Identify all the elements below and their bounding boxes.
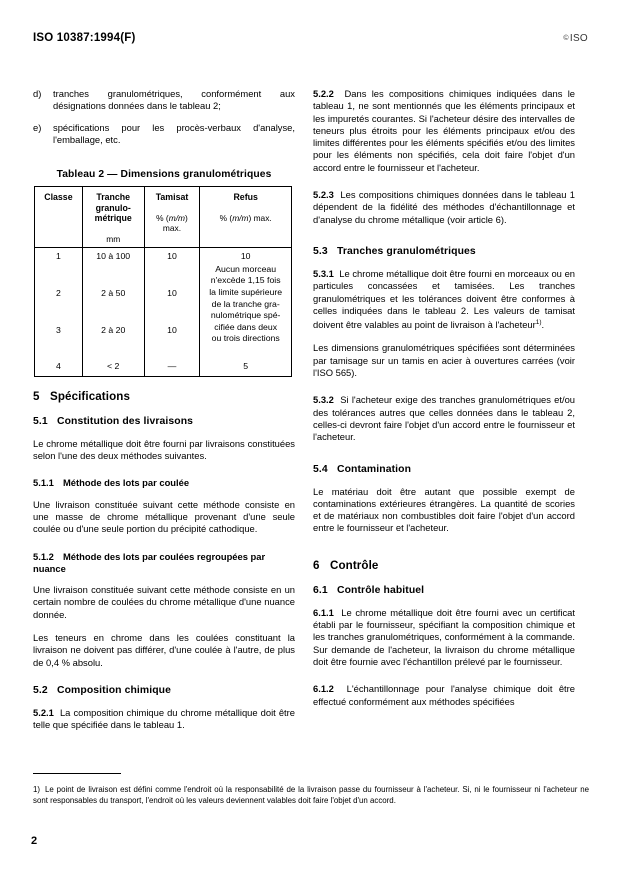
cell-classe: 3: [35, 322, 83, 359]
paragraph-text: Le chrome métallique doit être fourni en morceaux ou en particules concassées et tamisées. Les tranches granulométriques et les tolérances doivent être conformes à celles indiquées dans le tableau 2. Les valeurs de tamisat doivent être valables au point de livraison à l'acheteur: [313, 267, 575, 331]
clause-title: Constitution des livraisons: [57, 415, 194, 427]
paragraph-5-1-1: Une livraison constituée suivant cette méthode consiste en une masse de chrome métallique provenant d'une seule coulée ou d'une seule portion du précipité cathodique.: [33, 498, 295, 535]
clause-title: Composition chimique: [57, 684, 171, 696]
footnote-block: [33, 785, 589, 806]
clause-number: 5.2.3: [313, 189, 334, 201]
cell-classe: 1: [35, 248, 83, 286]
cell-tamisat: —: [144, 358, 200, 376]
clause-title: Contrôle habituel: [337, 584, 425, 596]
clause-number: 5: [33, 389, 40, 403]
paragraph-5-2-2: [313, 88, 575, 174]
cell-tranche: 2 à 20: [82, 322, 144, 359]
paragraph-text: La composition chimique du chrome métallique doit être telle que spécifiée dans le tableau 1.: [33, 706, 295, 731]
clause-title: Méthode des lots par coulées regroupées par nuance: [33, 550, 266, 574]
clause-number: 5.2: [33, 684, 48, 696]
page-number: 2: [31, 835, 38, 847]
cell-tamisat: 10: [144, 285, 200, 321]
paragraph-5-2-3: [313, 189, 575, 226]
clause-number: 6.1.2: [313, 683, 334, 695]
clause-number: 5.1.2: [33, 550, 54, 562]
list-text: spécifications pour les procès-verbaux d'analyse, l'emballage, etc.: [53, 121, 295, 145]
cell-refus-value: 10: [240, 251, 251, 262]
iso-label: ISO: [569, 33, 588, 44]
page-header: [33, 32, 588, 44]
clause-number: 5.4: [313, 463, 328, 475]
footnote-text: Le point de livraison est défini comme l'endroit où la responsabilité de la livraison passe du fournisseur à l'acheteur. Si, ni le fournisseur ni l'acheteur ne sont responsables du transport, l'endroit où les valeurs deviennent valables doit faire l'objet d'un accord.: [33, 785, 589, 805]
table-row: [35, 248, 292, 286]
list-marker: e): [33, 121, 42, 133]
paragraph-text: Si l'acheteur exige des tranches granulométriques et/ou des tolérances autres que celles données dans le tableau 2, celles-ci devront faire l'objet d'un accord entre le fournisseur et l'acheteur.: [313, 394, 575, 443]
clause-number: 5.3.1: [313, 267, 334, 279]
clause-number: 5.2.2: [313, 88, 334, 99]
cell-refus: 5: [200, 358, 292, 376]
standard-number: ISO 10387:1994(F): [33, 32, 136, 44]
clause-number: 6.1.1: [313, 606, 334, 618]
paragraph-5-3-1-b: Les dimensions granulométriques spécifiées sont déterminées par tamisage sur un tamis en acier à ouvertures carrées (voir l'ISO 565).: [313, 342, 575, 379]
clause-title: Contrôle: [330, 558, 379, 572]
cell-classe: 4: [35, 358, 83, 376]
left-column: [33, 88, 295, 743]
paragraph-5-2-1: [33, 707, 295, 732]
cell-tranche: 2 à 50: [82, 285, 144, 321]
heading-clause-5-2: [33, 684, 295, 697]
paragraph-5-3-2: [313, 394, 575, 443]
header-label: Refus: [233, 192, 258, 203]
footnote-marker: 1): [33, 785, 41, 794]
heading-clause-6-1: [313, 584, 575, 597]
cell-tranche: < 2: [82, 358, 144, 376]
paragraph-text: Dans les compositions chimiques indiquées dans le tableau 1, ne sont mentionnés que les éléments principaux et les impuretés courantes. Si l'acheteur désire des intervalles de teneurs plus étroits pour les éléments principaux et/ou des limites différentes pour les éléments spécifiés et/ou des limites pour les éléments non spécifiés, cela doit faire l'objet d'un accord entre le fournisseur et l'acheteur.: [313, 88, 575, 173]
paragraph-tail: .: [541, 319, 545, 331]
paragraph-6-1-1: [313, 607, 575, 668]
paragraph-text: Le chrome métallique doit être fourni avec un certificat établi par le fournisseur, spécifiant la composition chimique et les tranches granulométriques, conformément à la commande. Sur demande de l'acheteur, la livraison du chrome métallique doit être fournie avec l'échantillon prélevé par le fournisseur.: [313, 606, 575, 667]
paragraph-5-3-1-a: [313, 268, 575, 331]
clause-number: 5.1: [33, 415, 48, 427]
column-header-tamisat: [144, 187, 200, 248]
clause-number: 6.1: [313, 584, 328, 596]
heading-clause-5-4: [313, 463, 575, 476]
heading-clause-5-1: [33, 415, 295, 428]
clause-title: Tranches granulométriques: [337, 245, 476, 257]
table-header-row: [35, 187, 292, 248]
table-row: [35, 358, 292, 376]
cell-tranche: 10 à 100: [82, 248, 144, 286]
iso-copyright: [563, 33, 588, 44]
header-unit: % (m/m) max.: [219, 212, 272, 223]
copyright-icon: ©: [563, 35, 569, 42]
footnote-reference[interactable]: 1): [535, 319, 542, 327]
clause-title: Contamination: [337, 463, 412, 475]
heading-clause-5: [33, 390, 295, 403]
clause-number: 6: [313, 558, 320, 572]
paragraph-5-1: Le chrome métallique doit être fourni par livraisons constituées selon l'une des deux méthodes suivantes.: [33, 437, 295, 462]
list-item: [33, 88, 295, 113]
paragraph-5-1-2-a: Une livraison constituée suivant cette méthode consiste en un certain nombre de coulées du chrome métallique d'une nuance donnée.: [33, 584, 295, 620]
clause-number: 5.2.1: [33, 706, 54, 718]
header-unit: mm: [106, 233, 121, 244]
header-label: Classe: [44, 192, 73, 203]
heading-clause-5-3: [313, 245, 575, 258]
cell-refus-note: Aucun morceau n'excède 1,15 fois la limite supérieure de la tranche gra- nulométrique spé- cifiée dans deux ou trois directions: [209, 263, 283, 344]
list-item: [33, 122, 295, 147]
granulometric-table: [34, 186, 292, 377]
list-text: tranches granulométriques, conformément aux désignations données dans le tableau 2;: [53, 88, 295, 112]
heading-clause-6: [313, 559, 575, 572]
column-header-classe: [35, 187, 83, 248]
list-marker: d): [33, 88, 42, 99]
cell-classe: 2: [35, 285, 83, 321]
header-unit: % (m/m) max.: [156, 212, 188, 234]
clause-number: 5.3: [313, 245, 328, 257]
header-label: Tranche granulo- métrique: [94, 192, 132, 224]
cell-refus-merged: [200, 248, 292, 359]
clause-title: Spécifications: [50, 389, 131, 403]
paragraph-6-1-2: [313, 683, 575, 708]
right-column: [313, 88, 575, 719]
clause-number: 5.3.2: [313, 394, 334, 406]
heading-clause-5-1-2: [33, 551, 295, 576]
paragraph-text: Les compositions chimiques données dans le tableau 1 dépendent de la fidélité des méthodes d'échantillonnage et d'analyse du chrome métallique (voir article 6).: [313, 189, 575, 225]
cell-tamisat: 10: [144, 322, 200, 359]
column-header-refus: [200, 187, 292, 248]
column-header-tranche: [82, 187, 144, 248]
cell-tamisat: 10: [144, 248, 200, 286]
paragraph-text: L'échantillonnage pour l'analyse chimique doit être effectué conformément aux méthodes spécifiées: [313, 683, 575, 707]
table-caption: Tableau 2 — Dimensions granulométriques: [56, 169, 272, 181]
header-label: Tamisat: [155, 192, 189, 203]
paragraph-5-4: Le matériau doit être autant que possible exempt de contaminations extérieures étrangères. La quantité de scories et de matériaux non combustibles doit faire l'objet d'un accord entre le fournisseur et l'acheteur.: [313, 485, 575, 534]
clause-number: 5.1.1: [33, 477, 54, 489]
heading-clause-5-1-1: [33, 477, 295, 489]
paragraph-5-1-2-b: Les teneurs en chrome dans les coulées constituant la livraison ne doivent pas différer, d'une coulée à l'autre, de plus de 0,4 % absolu.: [33, 632, 295, 668]
footnote-separator: [33, 773, 121, 774]
clause-title: Méthode des lots par coulée: [63, 477, 190, 489]
